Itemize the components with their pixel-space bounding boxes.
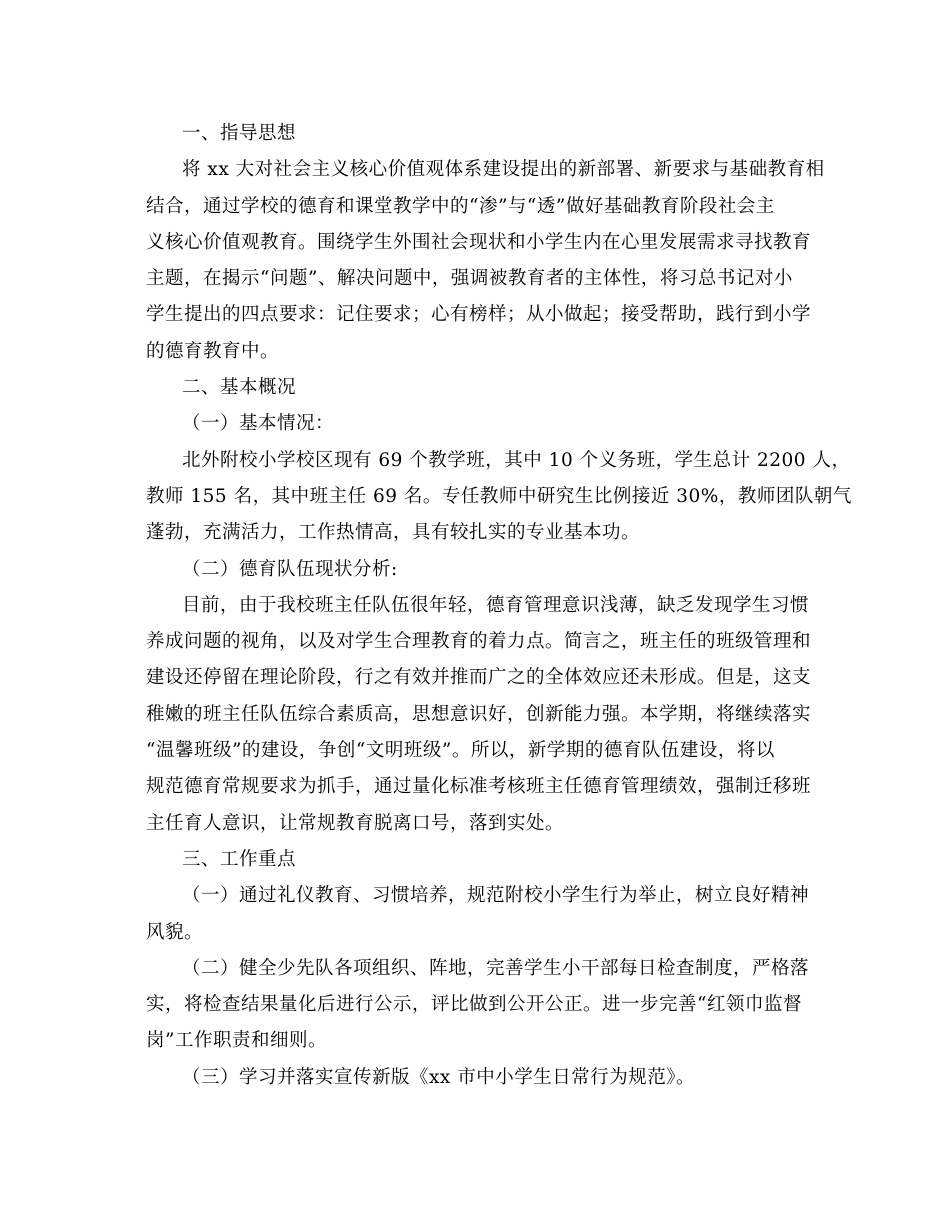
paragraph-line: 义核心价值观教育。围绕学生外围社会现状和小学生内在心里发展需求寻找教育 xyxy=(146,231,812,253)
subsection-heading-basic-situation: （一）基本情况： xyxy=(182,413,335,435)
list-item-line: 岗”工作职责和细则。 xyxy=(146,1030,327,1052)
paragraph-line: 蓬勃，充满活力，工作热情高，具有较扎实的专业基本功。 xyxy=(146,522,641,544)
subsection-heading-team-analysis: （二）德育队伍现状分析: xyxy=(182,558,398,580)
paragraph-line: 学生提出的四点要求：记住要求；心有榜样；从小做起；接受帮助，践行到小学 xyxy=(146,304,812,326)
list-item-line: （三）学习并落实宣传新版《xx 市中小学生日常行为规范》。 xyxy=(182,1066,695,1088)
paragraph-line: 稚嫩的班主任队伍综合素质高，思想意识好，创新能力强。本学期，将继续落实 xyxy=(146,703,812,725)
paragraph-line: 养成问题的视角，以及对学生合理教育的着力点。简言之，班主任的班级管理和 xyxy=(146,631,812,653)
paragraph-line: 主题，在揭示“问题”、解决问题中，强调被教育者的主体性，将习总书记对小 xyxy=(146,268,793,290)
paragraph-line: “温馨班级”的建设，争创“文明班级”。所以，新学期的德育队伍建设，将以 xyxy=(146,740,775,762)
paragraph-line: 的德育教育中。 xyxy=(146,340,280,362)
section-heading-work-focus: 三、工作重点 xyxy=(182,848,297,870)
paragraph-line: 北外附校小学校区现有 69 个教学班，其中 10 个义务班，学生总计 2200 人， xyxy=(182,449,851,471)
paragraph-line: 目前，由于我校班主任队伍很年轻，德育管理意识浅薄，缺乏发现学生习惯 xyxy=(182,594,810,616)
list-item-line: （二）健全少先队各项组织、阵地，完善学生小干部每日检查制度，严格落 xyxy=(182,957,810,979)
document-body xyxy=(146,116,852,1096)
list-item-line: 风貌。 xyxy=(146,921,204,943)
paragraph-line: 将 xx 大对社会主义核心价值观体系建设提出的新部署、新要求与基础教育相 xyxy=(182,159,825,181)
paragraph-line: 建设还停留在理论阶段，行之有效并推而广之的全体效应还未形成。但是，这支 xyxy=(146,667,812,689)
paragraph-line: 规范德育常规要求为抓手，通过量化标准考核班主任德育管理绩效，强制迁移班 xyxy=(146,776,812,798)
paragraph-line: 结合，通过学校的德育和课堂教学中的“渗”与“透”做好基础教育阶段社会主 xyxy=(146,195,775,217)
section-heading-basic-overview: 二、基本概况 xyxy=(182,377,297,399)
paragraph-line: 教师 155 名，其中班主任 69 名。专任教师中研究生比例接近 30%，教师团队朝气 xyxy=(146,485,852,507)
list-item-line: （一）通过礼仪教育、习惯培养，规范附校小学生行为举止，树立良好精神 xyxy=(182,885,810,907)
section-heading-guiding-ideology: 一、指导思想 xyxy=(182,123,297,144)
list-item-line: 实，将检查结果量化后进行公示，评比做到公开公正。进一步完善“红领巾监督 xyxy=(146,994,802,1016)
paragraph-line: 主任育人意识，让常规教育脱离口号，落到实处。 xyxy=(146,812,565,834)
